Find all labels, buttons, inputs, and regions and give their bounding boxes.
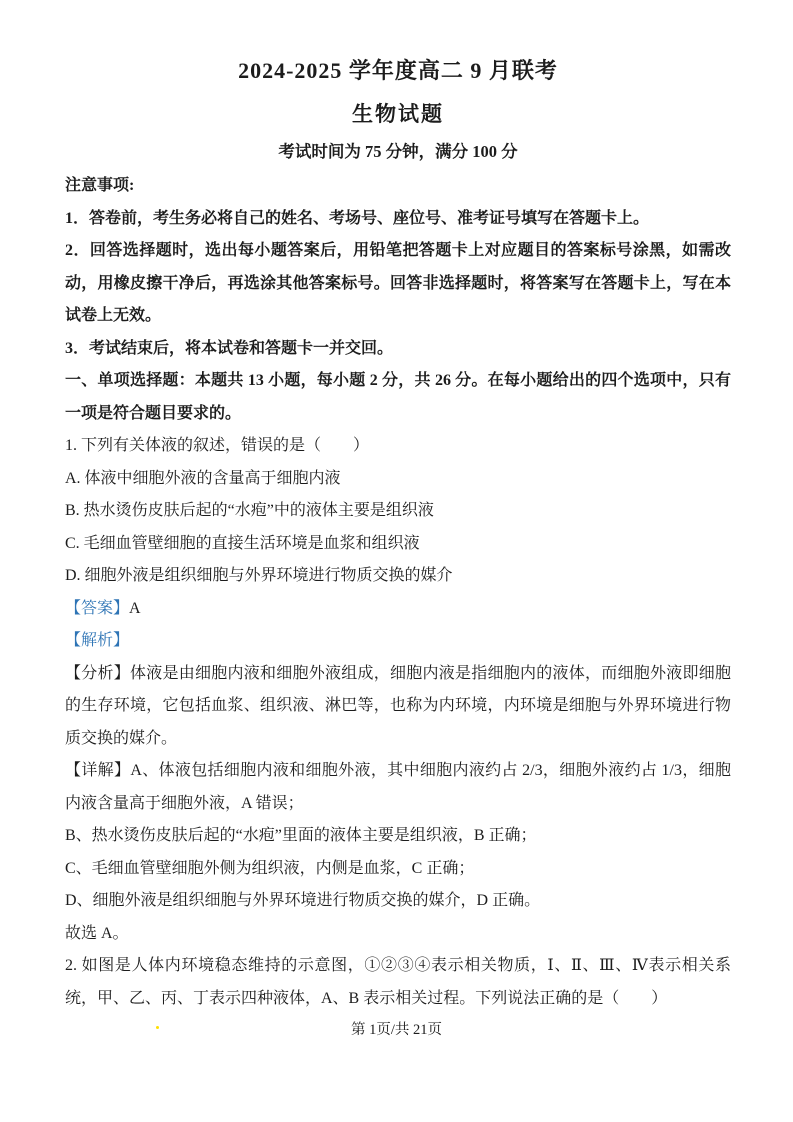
page-number: 第 1页/共 21页 bbox=[350, 1022, 443, 1038]
notice-item-2: 2．回答选择题时，选出每小题答案后，用铅笔把答题卡上对应题目的答案标号涂黑，如需改动，用橡皮擦干净后，再选涂其他答案标号。回答非选择题时，将答案写在答题卡上，写在本试卷上无效。 bbox=[65, 242, 731, 324]
question1-stem: 1. 下列有关体液的叙述，错误的是（ ） bbox=[65, 437, 370, 454]
section-heading: 一、单项选择题：本题共 13 小题，每小题 2 分，共 26 分。在每小题给出的四个选项中，只有一项是符合题目要求的。 bbox=[65, 372, 731, 422]
notice-heading: 注意事项: bbox=[65, 177, 135, 194]
question1-answer-line bbox=[65, 593, 731, 626]
notice-item-1: 1．答卷前，考生务必将自己的姓名、考场号、座位号、准考证号填写在答题卡上。 bbox=[65, 209, 650, 227]
exam-subject-title: 生物试题 bbox=[352, 102, 444, 126]
question1-detail-b: B、热水烫伤皮肤后起的“水疱”里面的液体主要是组织液，B 正确； bbox=[65, 827, 537, 844]
question1-option-a: A. 体液中细胞外液的含量高于细胞内液 bbox=[65, 469, 341, 487]
question1-analysis: 【分析】体液是由细胞内液和细胞外液组成，细胞内液是指细胞内的液体，而细胞外液即细胞的生存环境，它包括血浆、组织液、淋巴等，也称为内环境，内环境是细胞与外界环境进行物质交换的媒介。 bbox=[65, 664, 731, 747]
notice-item-3: 3．考试结束后，将本试卷和答题卡一并交回。 bbox=[65, 339, 394, 357]
question1-detail-d: D、细胞外液是组织细胞与外界环境进行物质交换的媒介，D 正确。 bbox=[65, 892, 541, 909]
question2-stem: 2. 如图是人体内环境稳态维持的示意图，①②③④表示相关物质，Ⅰ、Ⅱ、Ⅲ、Ⅳ表示相关系统，甲、乙、丙、丁表示四种液体，A、B 表示相关过程。下列说法正确的是（ ） bbox=[65, 957, 731, 1007]
question1-option-b: B. 热水烫伤皮肤后起的“水疱”中的液体主要是组织液 bbox=[65, 502, 434, 519]
question1-option-d: D. 细胞外液是组织细胞与外界环境进行物质交换的媒介 bbox=[65, 567, 453, 584]
question1-conclusion: 故选 A。 bbox=[65, 924, 129, 942]
answer-label: 【答案】 bbox=[65, 599, 130, 617]
analysis-label: 【解析】 bbox=[65, 632, 130, 649]
exam-duration-score: 考试时间为 75 分钟，满分 100 分 bbox=[278, 142, 518, 161]
exam-body bbox=[65, 170, 731, 1015]
exam-title: 2024-2025 学年度高二 9 月联考 bbox=[238, 58, 558, 83]
question1-detail-a: 【详解】A、体液包括细胞内液和细胞外液，其中细胞内液约占 2/3，细胞外液约占 1/3，细胞内液含量高于细胞外液，A 错误； bbox=[65, 762, 731, 812]
question1-analysis-label-line bbox=[65, 625, 731, 658]
question1-detail-c: C、毛细血管壁细胞外侧为组织液，内侧是血浆，C 正确； bbox=[65, 859, 475, 877]
question1-option-c: C. 毛细血管壁细胞的直接生活环境是血浆和组织液 bbox=[65, 534, 420, 552]
answer-value: A bbox=[129, 599, 141, 617]
